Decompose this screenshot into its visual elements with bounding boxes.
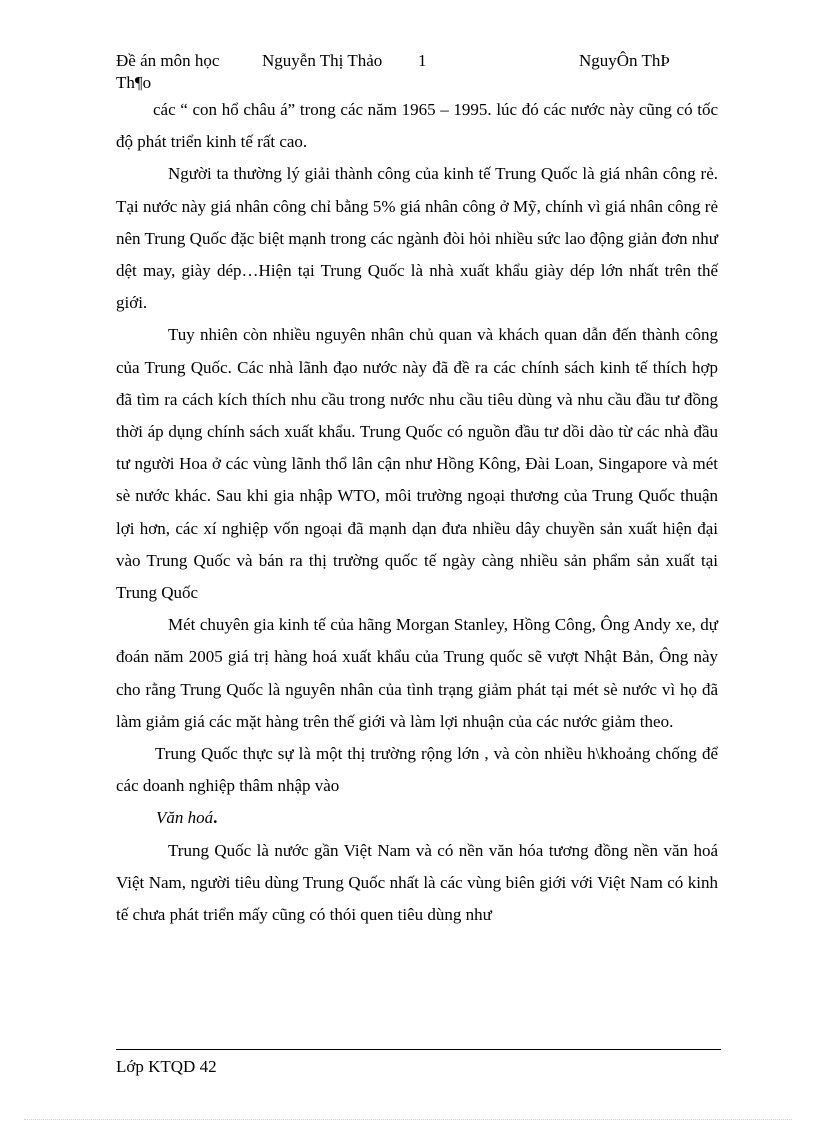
paragraph-labor-cost: Người ta thường lý giải thành công của kinh tế Trung Quốc là giá nhân công rẻ. Tại nước này giá nhân công chỉ bằng 5% giá nhân công ở Mỹ, chính vì giá nhân công rẻ nên Trung Quốc đặc biệt mạnh trong các ngành đòi hỏi nhiều sức lao động giản đơn như dệt may, giày dép…Hiện tại Trung Quốc là nhà xuất khẩu giày dép lớn nhất trên thế giới. xyxy=(116,164,719,313)
page-footer xyxy=(116,1056,217,1078)
paragraph-causes: Tuy nhiên còn nhiều nguyên nhân chủ quan và khách quan dẫn đến thành công của Trung Quốc. Các nhà lãnh đạo nước này đã đề ra các chính sách kinh tế thích hợp đã tìm ra cách kích thích nhu cầu trong nước nhu cầu tiêu dùng và nhu cầu đầu tư đồng thời áp dụng chính sách xuất khẩu. Trung Quốc có nguồn đầu tư dồi dào từ các nhà đầu tư người Hoa ở các vùng lãnh thổ lân cận như Hồng Kông, Đài Loan, Singapore và mét sè nước khác. Sau khi gia nhập WTO, môi trường ngoại thương của Trung Quốc thuận lợi hơn, các xí nghiệp vốn ngoại đã mạnh dạn đưa nhiều dây chuyền sản xuất hiện đại vào Trung Quốc và bán ra thị trường quốc tế ngày càng nhiều sản phẩm sản xuất tại Trung Quốc xyxy=(116,325,718,603)
paragraph-continuation: các “ con hổ châu á” trong các năm 1965 – 1995. lúc đó các nước này cũng có tốc độ phát triển kinh tế rất cao. xyxy=(116,100,718,152)
page-edge-line xyxy=(24,1119,792,1120)
header-author: Nguyễn Thị Thảo xyxy=(262,51,383,70)
footer-class-label: Lớp KTQD 42 xyxy=(116,1057,217,1076)
header-page-number: 1 xyxy=(418,51,427,70)
footer-divider xyxy=(116,1049,721,1050)
paragraph-expert-opinion: Mét chuyên gia kinh tế của hãng Morgan Stanley, Hồng Công, Ông Andy xe, dự đoán năm 2005 giá trị hàng hoá xuất khẩu của Trung quốc sẽ vượt Nhật Bản, Ông này cho rằng Trung Quốc là nguyên nhân của tình trạng giảm phát tại mét sè nước vì họ đã làm giảm giá các mặt hàng trên thế giới và làm lợi nhuận của các nước giảm theo. xyxy=(116,615,718,731)
section-heading-text: Văn hoá xyxy=(156,808,214,828)
paragraph-market: Trung Quốc thực sự là một thị trường rộng lớn , và còn nhiều h\khoảng chống để các doanh nghiệp thâm nhập vào xyxy=(116,744,718,796)
section-heading-punctuation: . xyxy=(213,808,218,828)
paragraph-culture: Trung Quốc là nước gần Việt Nam và có nền văn hóa tương đồng nền văn hoá Việt Nam, người tiêu dùng Trung Quốc nhất là các vùng biên giới với Việt Nam có kinh tế chưa phát triển mấy cũng có thói quen tiêu dùng như xyxy=(116,840,718,925)
document-body xyxy=(116,94,718,931)
header-course-title: Đề án môn học xyxy=(116,51,220,70)
header-author-garbled: NguyÔn ThÞ xyxy=(579,51,670,70)
header-author-garbled-continuation: Th¶o xyxy=(116,73,152,92)
section-heading-culture xyxy=(116,802,718,834)
